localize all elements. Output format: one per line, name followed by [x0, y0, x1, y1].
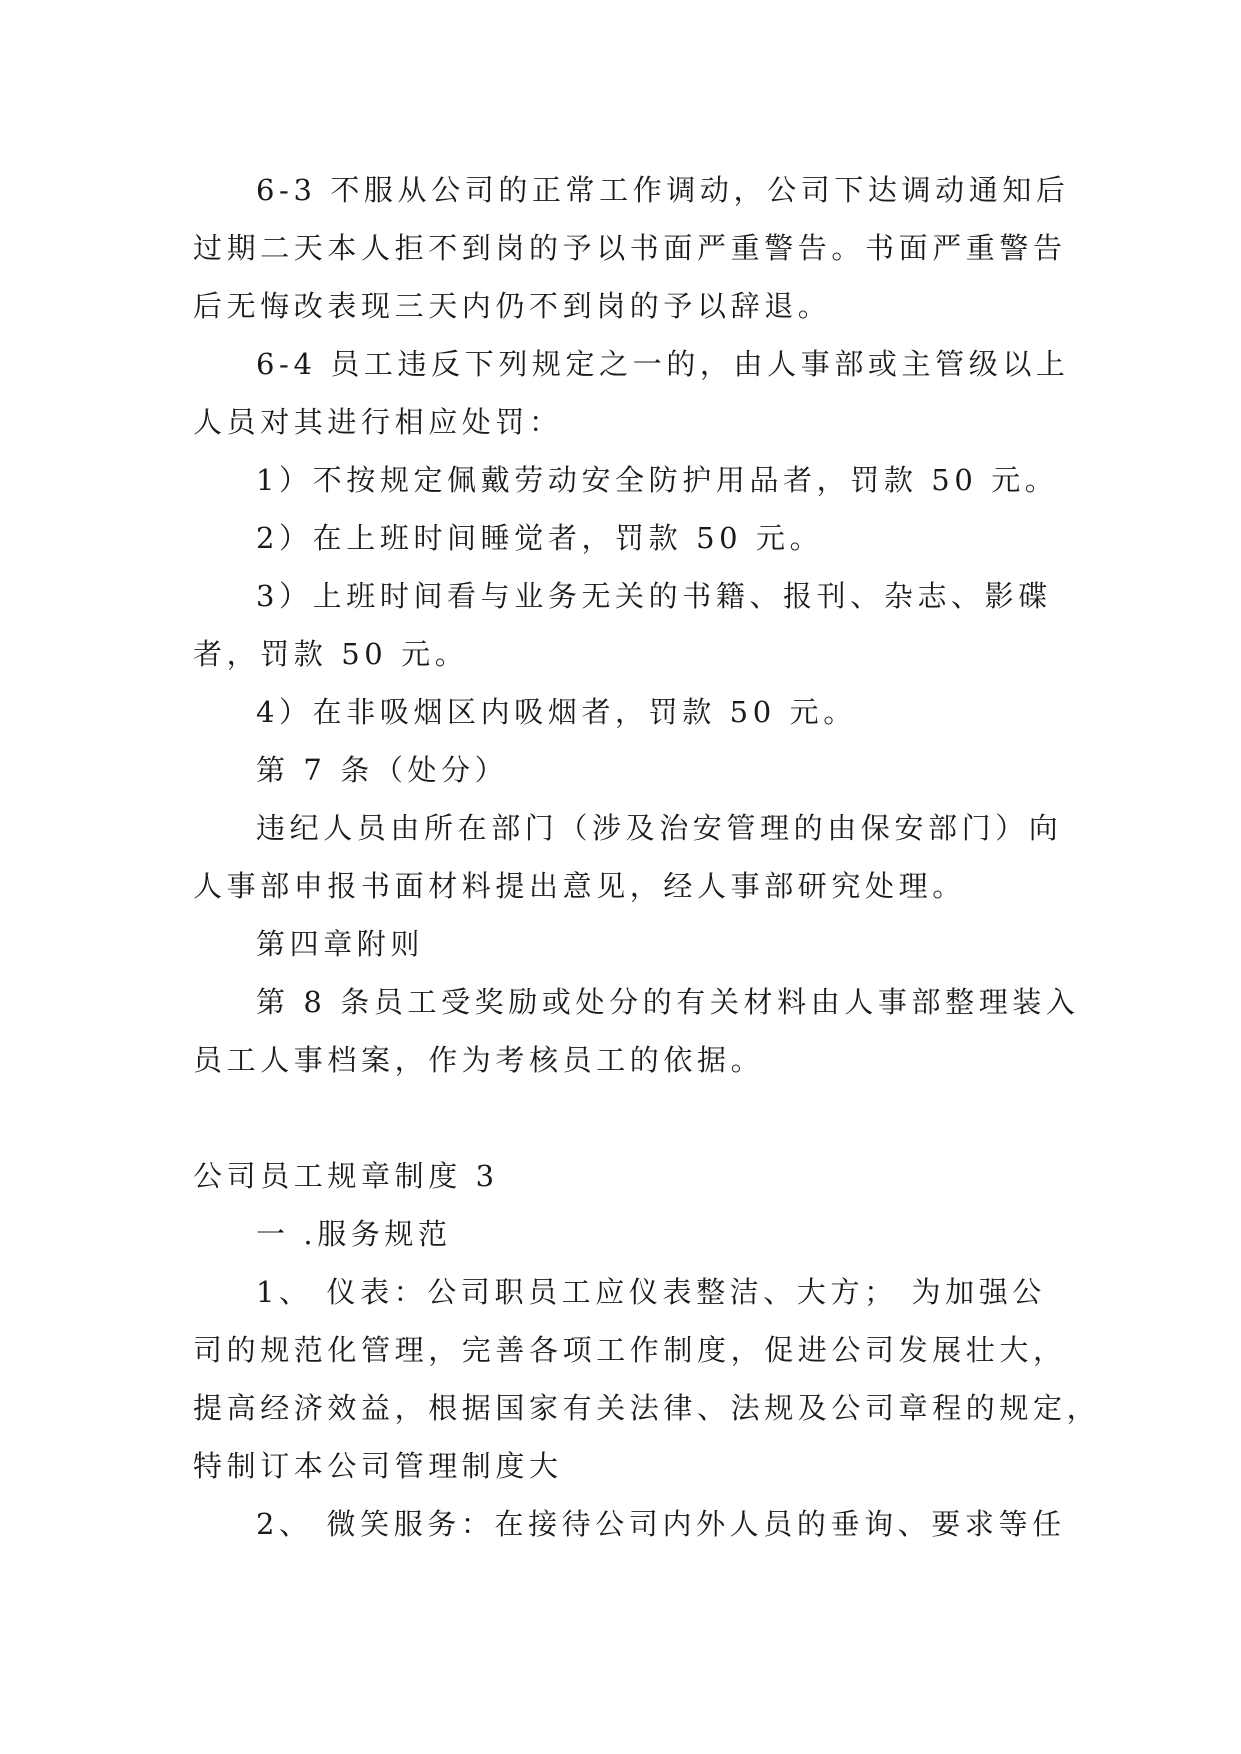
paragraph-line: 者，罚款 50 元。	[193, 637, 469, 671]
section-title: 公司员工规章制度 3	[193, 1159, 499, 1193]
list-item: 1）不按规定佩戴劳动安全防护用品者，罚款 50 元。	[256, 463, 1059, 497]
article-heading: 第 7 条（处分）	[256, 753, 509, 787]
paragraph-line: 后无悔改表现三天内仍不到岗的予以辞退。	[193, 289, 832, 323]
section-heading: 一 .服务规范	[256, 1217, 452, 1251]
paragraph-line: 提高经济效益，根据国家有关法律、法规及公司章程的规定，	[193, 1391, 1101, 1425]
chapter-heading: 第四章附则	[256, 927, 425, 961]
paragraph-line: 特制订本公司管理制度大	[193, 1449, 563, 1483]
paragraph-line: 第 8 条员工受奖励或处分的有关材料由人事部整理装入	[256, 985, 1080, 1019]
paragraph-line: 司的规范化管理，完善各项工作制度，促进公司发展壮大，	[193, 1333, 1067, 1367]
paragraph-line: 1、 仪表：公司职员工应仪表整洁、大方； 为加强公	[256, 1275, 1046, 1309]
paragraph-line: 6-4 员工违反下列规定之一的，由人事部或主管级以上	[256, 347, 1070, 381]
paragraph-line: 人事部申报书面材料提出意见，经人事部研究处理。	[193, 869, 966, 903]
paragraph-line: 违纪人员由所在部门（涉及治安管理的由保安部门）向	[256, 811, 1063, 845]
list-item: 3）上班时间看与业务无关的书籍、报刊、杂志、影碟	[256, 579, 1052, 613]
paragraph-line: 人员对其进行相应处罚：	[193, 405, 563, 439]
paragraph-line: 2、 微笑服务：在接待公司内外人员的垂询、要求等任	[256, 1507, 1066, 1541]
list-item: 4）在非吸烟区内吸烟者，罚款 50 元。	[256, 695, 857, 729]
list-item: 2）在上班时间睡觉者，罚款 50 元。	[256, 521, 824, 555]
paragraph-line: 过期二天本人拒不到岗的予以书面严重警告。书面严重警告	[193, 231, 1067, 265]
paragraph-line: 员工人事档案，作为考核员工的依据。	[193, 1043, 765, 1077]
paragraph-line: 6-3 不服从公司的正常工作调动，公司下达调动通知后	[256, 173, 1070, 207]
